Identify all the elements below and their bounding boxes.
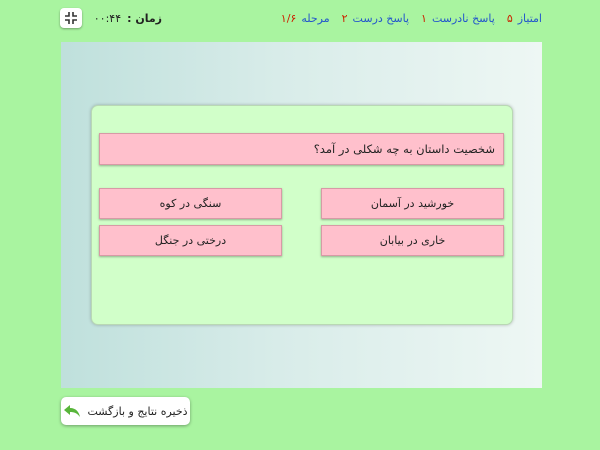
timer: [92, 12, 162, 25]
score-stat: [507, 12, 542, 25]
right-answers-stat: [342, 12, 409, 25]
answer-option-1[interactable]: خورشید در آسمان: [321, 188, 504, 219]
wrong-answers-stat: [421, 12, 495, 25]
timer-value: ۰۰:۴۴: [93, 12, 122, 25]
wrong-answers-label: پاسخ نادرست: [431, 12, 495, 25]
timer-label: زمان :: [127, 12, 162, 25]
game-stage: [61, 42, 542, 388]
stats-bar: [281, 12, 542, 25]
save-and-return-label: ذخیره نتایج و بازگشت: [87, 404, 188, 418]
right-answers-label: پاسخ درست: [352, 12, 410, 25]
fullscreen-exit-icon: [64, 11, 78, 25]
answer-option-2[interactable]: سنگی در کوه: [99, 188, 282, 219]
question-card: [91, 105, 513, 325]
back-arrow-icon: [63, 404, 81, 418]
answer-option-3[interactable]: خاری در بیابان: [321, 225, 504, 256]
stage-stat: [281, 12, 330, 25]
wrong-answers-value: ۱: [421, 12, 427, 25]
fullscreen-toggle-button[interactable]: [60, 8, 82, 28]
save-and-return-button[interactable]: [61, 397, 190, 425]
question-text: شخصیت داستان به چه شکلی در آمد؟: [99, 133, 504, 165]
answer-option-4[interactable]: درختی در جنگل: [99, 225, 282, 256]
right-answers-value: ۲: [341, 12, 348, 25]
score-label: امتیاز: [517, 12, 542, 25]
top-bar: [0, 0, 600, 38]
stage-value: ۱/۶: [280, 12, 297, 25]
score-value: ۵: [506, 12, 513, 25]
stage-label: مرحله: [301, 12, 330, 25]
